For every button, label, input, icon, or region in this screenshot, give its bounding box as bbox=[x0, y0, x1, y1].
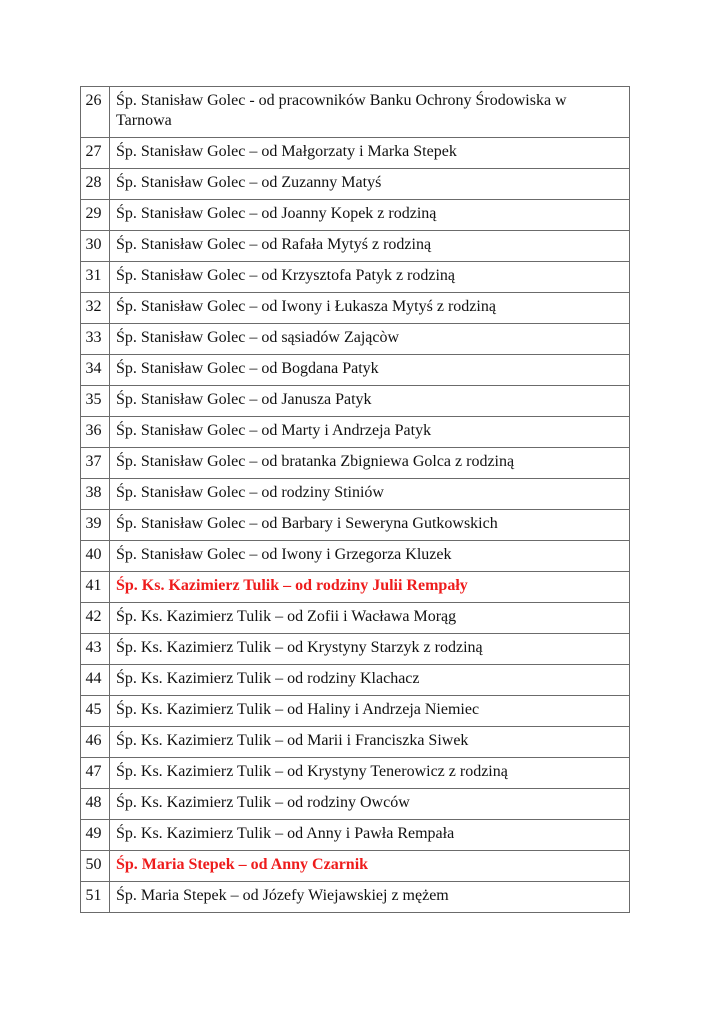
row-number: 46 bbox=[81, 727, 110, 758]
table-row bbox=[81, 87, 630, 138]
row-number: 43 bbox=[81, 634, 110, 665]
table-row bbox=[81, 262, 630, 293]
row-number: 34 bbox=[81, 355, 110, 386]
row-number: 47 bbox=[81, 758, 110, 789]
table-row bbox=[81, 386, 630, 417]
row-number: 50 bbox=[81, 851, 110, 882]
row-number: 48 bbox=[81, 789, 110, 820]
row-number: 29 bbox=[81, 200, 110, 231]
table-row bbox=[81, 789, 630, 820]
row-text: Śp. Stanisław Golec – od Joanny Kopek z rodziną bbox=[110, 200, 630, 231]
table-row bbox=[81, 572, 630, 603]
row-text: Śp. Maria Stepek – od Józefy Wiejawskiej z mężem bbox=[110, 882, 630, 913]
row-text: Śp. Stanisław Golec – od bratanka Zbigniewa Golca z rodziną bbox=[110, 448, 630, 479]
row-text: Śp. Ks. Kazimierz Tulik – od Haliny i Andrzeja Niemiec bbox=[110, 696, 630, 727]
table-row bbox=[81, 324, 630, 355]
table-row bbox=[81, 169, 630, 200]
table-row bbox=[81, 448, 630, 479]
table-row bbox=[81, 417, 630, 448]
row-text: Śp. Ks. Kazimierz Tulik – od rodziny Owców bbox=[110, 789, 630, 820]
row-text: Śp. Stanisław Golec – od Rafała Mytyś z rodziną bbox=[110, 231, 630, 262]
table-row bbox=[81, 200, 630, 231]
row-text: Śp. Stanisław Golec – od Zuzanny Matyś bbox=[110, 169, 630, 200]
row-number: 37 bbox=[81, 448, 110, 479]
table-row bbox=[81, 665, 630, 696]
intentions-table bbox=[80, 86, 630, 913]
row-text: Śp. Ks. Kazimierz Tulik – od Anny i Pawła Rempała bbox=[110, 820, 630, 851]
row-number: 44 bbox=[81, 665, 110, 696]
row-number: 31 bbox=[81, 262, 110, 293]
row-number: 33 bbox=[81, 324, 110, 355]
row-text: Śp. Stanisław Golec – od Marty i Andrzeja Patyk bbox=[110, 417, 630, 448]
row-text: Śp. Stanisław Golec – od Iwony i Łukasza Mytyś z rodziną bbox=[110, 293, 630, 324]
row-text: Śp. Stanisław Golec – od sąsiadów Zającòw bbox=[110, 324, 630, 355]
row-number: 28 bbox=[81, 169, 110, 200]
row-number: 41 bbox=[81, 572, 110, 603]
table-row bbox=[81, 541, 630, 572]
row-number: 30 bbox=[81, 231, 110, 262]
row-text-highlighted: Śp. Ks. Kazimierz Tulik – od rodziny Julii Rempały bbox=[110, 572, 630, 603]
row-text: Śp. Ks. Kazimierz Tulik – od rodziny Klachacz bbox=[110, 665, 630, 696]
row-number: 27 bbox=[81, 138, 110, 169]
row-number: 35 bbox=[81, 386, 110, 417]
row-text: Śp. Stanisław Golec - od pracowników Banku Ochrony Środowiska w Tarnowa bbox=[110, 87, 630, 138]
row-number: 32 bbox=[81, 293, 110, 324]
row-number: 49 bbox=[81, 820, 110, 851]
table-row bbox=[81, 820, 630, 851]
table-row bbox=[81, 603, 630, 634]
table-row bbox=[81, 696, 630, 727]
table-row bbox=[81, 355, 630, 386]
table-row bbox=[81, 851, 630, 882]
row-text: Śp. Stanisław Golec – od Janusza Patyk bbox=[110, 386, 630, 417]
row-text: Śp. Stanisław Golec – od Barbary i Seweryna Gutkowskich bbox=[110, 510, 630, 541]
row-text: Śp. Ks. Kazimierz Tulik – od Marii i Franciszka Siwek bbox=[110, 727, 630, 758]
row-text: Śp. Stanisław Golec – od rodziny Stiniów bbox=[110, 479, 630, 510]
table-row bbox=[81, 882, 630, 913]
row-number: 36 bbox=[81, 417, 110, 448]
table-row bbox=[81, 634, 630, 665]
table-row bbox=[81, 138, 630, 169]
row-text: Śp. Stanisław Golec – od Bogdana Patyk bbox=[110, 355, 630, 386]
row-text: Śp. Ks. Kazimierz Tulik – od Zofii i Wacława Morąg bbox=[110, 603, 630, 634]
table-row bbox=[81, 510, 630, 541]
table-row bbox=[81, 293, 630, 324]
table-row bbox=[81, 479, 630, 510]
row-number: 45 bbox=[81, 696, 110, 727]
row-text: Śp. Stanisław Golec – od Małgorzaty i Marka Stepek bbox=[110, 138, 630, 169]
table-row bbox=[81, 231, 630, 262]
table-row bbox=[81, 727, 630, 758]
row-text-highlighted: Śp. Maria Stepek – od Anny Czarnik bbox=[110, 851, 630, 882]
row-text: Śp. Stanisław Golec – od Iwony i Grzegorza Kluzek bbox=[110, 541, 630, 572]
row-text: Śp. Stanisław Golec – od Krzysztofa Patyk z rodziną bbox=[110, 262, 630, 293]
table-row bbox=[81, 758, 630, 789]
table-body bbox=[81, 87, 630, 913]
row-number: 38 bbox=[81, 479, 110, 510]
row-number: 39 bbox=[81, 510, 110, 541]
row-number: 42 bbox=[81, 603, 110, 634]
row-text: Śp. Ks. Kazimierz Tulik – od Krystyny Tenerowicz z rodziną bbox=[110, 758, 630, 789]
row-number: 26 bbox=[81, 87, 110, 138]
row-number: 40 bbox=[81, 541, 110, 572]
row-number: 51 bbox=[81, 882, 110, 913]
row-text: Śp. Ks. Kazimierz Tulik – od Krystyny Starzyk z rodziną bbox=[110, 634, 630, 665]
